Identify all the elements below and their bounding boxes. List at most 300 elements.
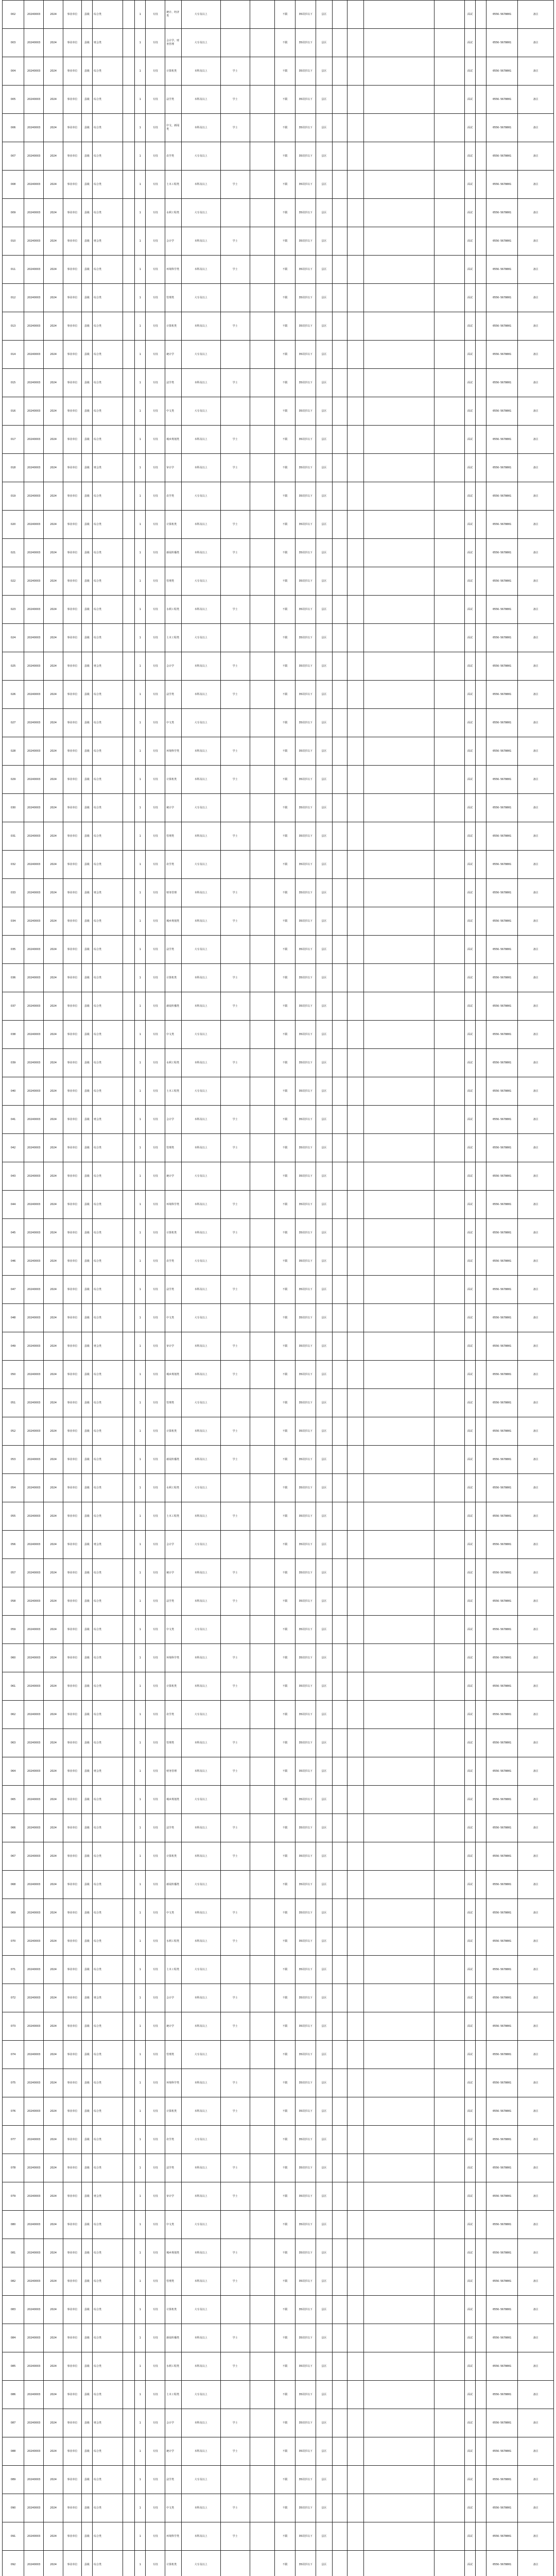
table-cell xyxy=(220,1162,250,1191)
table-cell xyxy=(434,1361,464,1389)
table-cell xyxy=(476,1332,486,1361)
table-cell xyxy=(123,1956,134,1984)
table-cell: 事业单位 xyxy=(63,1021,82,1049)
table-cell: 统计学 xyxy=(165,2437,182,2466)
table-cell: 中文、新闻类 xyxy=(165,114,182,142)
table-cell: 088 xyxy=(3,2437,24,2466)
table-cell: 20240003 xyxy=(24,2126,44,2154)
table-cell: 面试 xyxy=(464,2522,475,2551)
table-cell xyxy=(363,1417,434,1446)
table-cell xyxy=(434,1446,464,1474)
table-cell: 专技 xyxy=(146,652,165,681)
table-cell: 备注 xyxy=(518,2041,554,2069)
table-cell: 058 xyxy=(3,1587,24,1616)
table-cell: 面试 xyxy=(464,1672,475,1701)
table-cell: 县级 xyxy=(81,1672,92,1701)
table-cell xyxy=(250,369,274,397)
table-cell: 专技 xyxy=(146,907,165,936)
table-cell: 大专及以上 xyxy=(181,2126,220,2154)
table-cell: 县区 xyxy=(316,29,333,57)
table-cell: 不限 xyxy=(275,397,296,426)
table-cell: 县级 xyxy=(81,2097,92,2126)
table-cell xyxy=(434,227,464,256)
table-cell: 备注 xyxy=(518,992,554,1021)
table-cell xyxy=(250,737,274,766)
table-cell: 不限 xyxy=(275,879,296,907)
table-cell xyxy=(332,2267,348,2296)
table-row xyxy=(3,2466,554,2494)
table-cell: 0556-5678001 xyxy=(486,426,518,454)
table-cell: 水利工程类 xyxy=(165,2352,182,2381)
table-cell: 本科及以上 xyxy=(181,1899,220,1927)
table-cell xyxy=(250,936,274,964)
table-cell xyxy=(434,2381,464,2409)
table-cell: 35周岁以下 xyxy=(296,1474,316,1502)
table-cell: 0556-5678001 xyxy=(486,907,518,936)
table-cell: 047 xyxy=(3,1276,24,1304)
table-cell: 不限 xyxy=(275,737,296,766)
table-cell xyxy=(220,2466,250,2494)
table-cell: 0556-5678001 xyxy=(486,1361,518,1389)
table-cell: 财会类 xyxy=(92,2409,123,2437)
table-cell: 统计、经济类 xyxy=(165,1,182,29)
table-cell: 县区 xyxy=(316,1219,333,1247)
table-cell xyxy=(250,2409,274,2437)
table-cell: 面试 xyxy=(464,29,475,57)
table-cell: 002 xyxy=(3,1,24,29)
table-cell: 2024 xyxy=(44,341,63,369)
table-cell: 县级 xyxy=(81,1956,92,1984)
table-cell: 县级 xyxy=(81,1701,92,1729)
table-cell: 新闻传播类 xyxy=(165,2324,182,2352)
table-cell: 面试 xyxy=(464,171,475,199)
table-cell xyxy=(348,511,364,539)
table-cell: 本科及以上 xyxy=(181,737,220,766)
table-cell xyxy=(250,1587,274,1616)
table-cell xyxy=(476,1389,486,1417)
table-cell xyxy=(476,284,486,312)
table-row xyxy=(3,2494,554,2522)
table-cell: 面试 xyxy=(464,57,475,86)
table-cell: 35周岁以下 xyxy=(296,2352,316,2381)
table-cell: 专技 xyxy=(146,1984,165,2012)
table-cell xyxy=(476,766,486,794)
table-cell xyxy=(363,1,434,29)
table-cell: 032 xyxy=(3,851,24,879)
table-cell: 水利工程类 xyxy=(165,199,182,227)
table-cell xyxy=(123,2296,134,2324)
table-cell: 1 xyxy=(135,256,146,284)
table-cell: 1 xyxy=(135,596,146,624)
table-cell: 县级 xyxy=(81,766,92,794)
table-cell: 20240003 xyxy=(24,397,44,426)
table-cell: 综合类 xyxy=(92,2296,123,2324)
table-cell xyxy=(123,114,134,142)
table-cell: 2024 xyxy=(44,1729,63,1757)
table-cell: 0556-5678001 xyxy=(486,794,518,822)
table-cell: 综合类 xyxy=(92,1644,123,1672)
table-cell xyxy=(434,1134,464,1162)
table-cell: 本科及以上 xyxy=(181,1134,220,1162)
table-cell: 审计学 xyxy=(165,1332,182,1361)
table-cell xyxy=(363,822,434,851)
table-cell: 0556-5678001 xyxy=(486,1616,518,1644)
table-cell: 县区 xyxy=(316,2154,333,2182)
table-cell: 大专及以上 xyxy=(181,851,220,879)
table-cell: 县级 xyxy=(81,2239,92,2267)
table-cell xyxy=(250,851,274,879)
table-cell: 0556-5678001 xyxy=(486,596,518,624)
table-row xyxy=(3,1616,554,1644)
table-cell: 面试 xyxy=(464,114,475,142)
table-cell xyxy=(123,1984,134,2012)
table-cell: 专技 xyxy=(146,2069,165,2097)
table-cell: 专技 xyxy=(146,2154,165,2182)
table-cell: 20240003 xyxy=(24,907,44,936)
table-cell xyxy=(220,2381,250,2409)
table-cell: 不限 xyxy=(275,426,296,454)
table-cell: 不限 xyxy=(275,964,296,992)
table-cell: 备注 xyxy=(518,114,554,142)
table-cell xyxy=(434,1956,464,1984)
table-cell xyxy=(123,2211,134,2239)
table-cell: 备注 xyxy=(518,2097,554,2126)
table-cell xyxy=(348,2324,364,2352)
table-cell: 35周岁以下 xyxy=(296,1672,316,1701)
table-cell: 2024 xyxy=(44,964,63,992)
table-cell: 事业单位 xyxy=(63,1616,82,1644)
table-cell xyxy=(434,1531,464,1559)
table-cell: 1 xyxy=(135,1276,146,1304)
table-cell xyxy=(123,2522,134,2551)
table-cell: 综合类 xyxy=(92,822,123,851)
table-cell: 2024 xyxy=(44,2126,63,2154)
table-cell xyxy=(250,2097,274,2126)
table-cell: 35周岁以下 xyxy=(296,511,316,539)
table-row xyxy=(3,1672,554,1701)
table-cell: 077 xyxy=(3,2126,24,2154)
table-cell: 不限 xyxy=(275,312,296,341)
table-cell xyxy=(332,766,348,794)
table-cell: 2024 xyxy=(44,2154,63,2182)
table-cell: 20240003 xyxy=(24,709,44,737)
table-cell: 面试 xyxy=(464,709,475,737)
table-cell: 0556-5678001 xyxy=(486,171,518,199)
table-cell: 大专及以上 xyxy=(181,29,220,57)
table-cell xyxy=(476,2437,486,2466)
table-cell: 县级 xyxy=(81,1304,92,1332)
table-cell xyxy=(250,29,274,57)
table-cell: 学士 xyxy=(220,369,250,397)
table-cell xyxy=(332,1559,348,1587)
table-cell: 学士 xyxy=(220,1276,250,1304)
table-cell: 面试 xyxy=(464,1701,475,1729)
table-cell xyxy=(332,652,348,681)
table-row xyxy=(3,2551,554,2576)
table-cell: 35周岁以下 xyxy=(296,1502,316,1531)
table-cell: 学士 xyxy=(220,652,250,681)
table-row xyxy=(3,766,554,794)
table-cell: 2024 xyxy=(44,171,63,199)
table-cell xyxy=(250,2012,274,2041)
table-cell xyxy=(476,1644,486,1672)
table-cell: 专技 xyxy=(146,312,165,341)
table-cell: 县级 xyxy=(81,1389,92,1417)
table-cell: 综合类 xyxy=(92,1276,123,1304)
table-cell: 2024 xyxy=(44,822,63,851)
table-cell xyxy=(476,1474,486,1502)
table-cell xyxy=(250,2041,274,2069)
table-cell xyxy=(434,1616,464,1644)
table-cell xyxy=(348,482,364,511)
table-cell: 备注 xyxy=(518,2069,554,2097)
table-cell: 20240003 xyxy=(24,1531,44,1559)
table-cell: 学士 xyxy=(220,1842,250,1871)
table-cell: 备注 xyxy=(518,369,554,397)
table-cell: 县级 xyxy=(81,1077,92,1106)
table-cell: 学士 xyxy=(220,86,250,114)
table-cell: 35周岁以下 xyxy=(296,1757,316,1786)
table-cell: 0556-5678001 xyxy=(486,1984,518,2012)
table-cell: 2024 xyxy=(44,1531,63,1559)
table-cell: 学士 xyxy=(220,964,250,992)
table-cell: 不限 xyxy=(275,1701,296,1729)
table-cell: 1 xyxy=(135,142,146,171)
table-cell: 县区 xyxy=(316,1162,333,1191)
table-cell: 面试 xyxy=(464,1927,475,1956)
table-cell: 2024 xyxy=(44,1644,63,1672)
table-cell: 县级 xyxy=(81,1361,92,1389)
table-cell: 1 xyxy=(135,1672,146,1701)
table-cell xyxy=(363,907,434,936)
table-cell xyxy=(476,1899,486,1927)
table-row xyxy=(3,284,554,312)
table-cell: 20240003 xyxy=(24,596,44,624)
table-cell: 014 xyxy=(3,341,24,369)
table-cell xyxy=(332,199,348,227)
table-cell: 060 xyxy=(3,1644,24,1672)
table-cell: 0556-5678001 xyxy=(486,454,518,482)
table-cell: 备注 xyxy=(518,2551,554,2576)
table-cell: 县级 xyxy=(81,2494,92,2522)
table-cell: 1 xyxy=(135,86,146,114)
table-cell: 20240003 xyxy=(24,86,44,114)
table-cell xyxy=(250,227,274,256)
table-cell xyxy=(250,2239,274,2267)
table-cell: 面试 xyxy=(464,1162,475,1191)
table-cell: 2024 xyxy=(44,2466,63,2494)
table-cell xyxy=(348,652,364,681)
table-row xyxy=(3,1531,554,1559)
table-cell xyxy=(363,1927,434,1956)
table-cell xyxy=(348,1021,364,1049)
table-cell: 专技 xyxy=(146,482,165,511)
table-cell: 面试 xyxy=(464,2126,475,2154)
table-cell: 专技 xyxy=(146,936,165,964)
table-cell: 0556-5678001 xyxy=(486,312,518,341)
table-cell: 城乡规划类 xyxy=(165,907,182,936)
table-cell: 不限 xyxy=(275,1247,296,1276)
table-cell xyxy=(363,2551,434,2576)
table-cell xyxy=(123,29,134,57)
table-cell xyxy=(332,1219,348,1247)
table-cell: 本科及以上 xyxy=(181,822,220,851)
table-cell: 本科及以上 xyxy=(181,1559,220,1587)
table-cell: 面试 xyxy=(464,1587,475,1616)
table-cell: 县区 xyxy=(316,2267,333,2296)
table-cell: 面试 xyxy=(464,1332,475,1361)
table-cell: 计算机类 xyxy=(165,511,182,539)
table-cell: 2024 xyxy=(44,227,63,256)
table-cell: 综合类 xyxy=(92,992,123,1021)
table-row xyxy=(3,1219,554,1247)
table-cell: 综合类 xyxy=(92,2154,123,2182)
table-cell: 不限 xyxy=(275,2437,296,2466)
table-cell: 0556-5678001 xyxy=(486,1077,518,1106)
table-cell: 事业单位 xyxy=(63,1956,82,1984)
table-cell: 不限 xyxy=(275,1587,296,1616)
table-cell xyxy=(123,2381,134,2409)
table-cell xyxy=(348,1814,364,1842)
table-cell: 大专及以上 xyxy=(181,142,220,171)
table-cell: 2024 xyxy=(44,511,63,539)
table-cell: 不限 xyxy=(275,2466,296,2494)
table-cell: 专技 xyxy=(146,822,165,851)
table-row xyxy=(3,142,554,171)
table-cell: 县级 xyxy=(81,1446,92,1474)
table-cell xyxy=(348,539,364,567)
table-cell: 综合类 xyxy=(92,709,123,737)
table-cell xyxy=(348,369,364,397)
table-cell: 县区 xyxy=(316,709,333,737)
table-cell xyxy=(123,737,134,766)
table-cell xyxy=(332,1587,348,1616)
table-cell xyxy=(332,1361,348,1389)
table-cell: 计算机类 xyxy=(165,57,182,86)
table-cell: 073 xyxy=(3,2012,24,2041)
table-cell xyxy=(250,284,274,312)
table-cell xyxy=(123,1757,134,1786)
table-cell: 县区 xyxy=(316,199,333,227)
table-cell: 事业单位 xyxy=(63,2154,82,2182)
table-cell: 中文类 xyxy=(165,397,182,426)
table-cell: 县区 xyxy=(316,1842,333,1871)
table-cell: 县区 xyxy=(316,1786,333,1814)
table-cell: 20240003 xyxy=(24,511,44,539)
table-cell xyxy=(332,596,348,624)
table-cell: 1 xyxy=(135,1587,146,1616)
table-cell: 财会类 xyxy=(92,227,123,256)
table-cell: 2024 xyxy=(44,1701,63,1729)
table-cell: 本科及以上 xyxy=(181,1276,220,1304)
table-cell xyxy=(434,2211,464,2239)
table-cell: 备注 xyxy=(518,1502,554,1531)
table-cell xyxy=(250,539,274,567)
table-cell: 20240003 xyxy=(24,1701,44,1729)
table-cell: 县区 xyxy=(316,2352,333,2381)
table-cell: 2024 xyxy=(44,879,63,907)
table-cell xyxy=(363,2154,434,2182)
table-cell: 20240003 xyxy=(24,1956,44,1984)
table-cell: 学士 xyxy=(220,114,250,142)
table-cell: 财会类 xyxy=(92,2182,123,2211)
table-cell: 0556-5678001 xyxy=(486,709,518,737)
table-cell xyxy=(434,1587,464,1616)
table-cell: 20240003 xyxy=(24,936,44,964)
table-cell: 20240003 xyxy=(24,1729,44,1757)
table-cell xyxy=(363,511,434,539)
table-cell: 20240003 xyxy=(24,2381,44,2409)
table-cell xyxy=(220,794,250,822)
table-cell xyxy=(332,1502,348,1531)
table-cell: 不限 xyxy=(275,766,296,794)
table-cell: 县级 xyxy=(81,1587,92,1616)
table-cell: 35周岁以下 xyxy=(296,1842,316,1871)
table-cell: 20240003 xyxy=(24,2324,44,2352)
table-cell xyxy=(250,1531,274,1559)
table-cell: 038 xyxy=(3,1021,24,1049)
table-cell: 事业单位 xyxy=(63,1757,82,1786)
table-cell xyxy=(348,1247,364,1276)
table-cell: 1 xyxy=(135,2041,146,2069)
table-cell: 会计学、财务管理 xyxy=(165,29,182,57)
table-cell xyxy=(363,2239,434,2267)
table-cell: 大专及以上 xyxy=(181,2551,220,2576)
table-cell: 学士 xyxy=(220,1417,250,1446)
table-cell: 2024 xyxy=(44,907,63,936)
table-cell: 078 xyxy=(3,2154,24,2182)
table-cell xyxy=(363,426,434,454)
table-cell: 面试 xyxy=(464,2239,475,2267)
table-cell: 事业单位 xyxy=(63,1899,82,1927)
table-cell xyxy=(476,1842,486,1871)
table-cell: 县级 xyxy=(81,86,92,114)
table-cell xyxy=(434,426,464,454)
table-cell xyxy=(250,1956,274,1984)
table-cell xyxy=(434,2239,464,2267)
table-cell: 不限 xyxy=(275,1531,296,1559)
table-cell: 综合类 xyxy=(92,1814,123,1842)
table-cell: 计算机类 xyxy=(165,1842,182,1871)
table-cell: 35周岁以下 xyxy=(296,1701,316,1729)
table-cell: 2024 xyxy=(44,992,63,1021)
table-cell xyxy=(434,1672,464,1701)
table-cell xyxy=(476,369,486,397)
table-cell: 面试 xyxy=(464,1757,475,1786)
table-cell xyxy=(476,652,486,681)
table-cell: 县区 xyxy=(316,737,333,766)
table-cell: 20240003 xyxy=(24,369,44,397)
table-cell xyxy=(332,1956,348,1984)
table-cell: 35周岁以下 xyxy=(296,1134,316,1162)
table-cell: 学士 xyxy=(220,1559,250,1587)
table-cell: 1 xyxy=(135,794,146,822)
table-cell xyxy=(220,29,250,57)
table-cell: 005 xyxy=(3,86,24,114)
table-cell: 35周岁以下 xyxy=(296,1417,316,1446)
table-cell xyxy=(363,964,434,992)
table-cell: 县区 xyxy=(316,1899,333,1927)
table-cell: 专技 xyxy=(146,2522,165,2551)
table-cell xyxy=(123,681,134,709)
table-cell: 事业单位 xyxy=(63,737,82,766)
table-cell: 不限 xyxy=(275,2494,296,2522)
table-cell: 1 xyxy=(135,2012,146,2041)
table-cell xyxy=(363,1786,434,1814)
table-cell xyxy=(363,1162,434,1191)
table-cell: 县区 xyxy=(316,539,333,567)
table-cell xyxy=(250,1984,274,2012)
